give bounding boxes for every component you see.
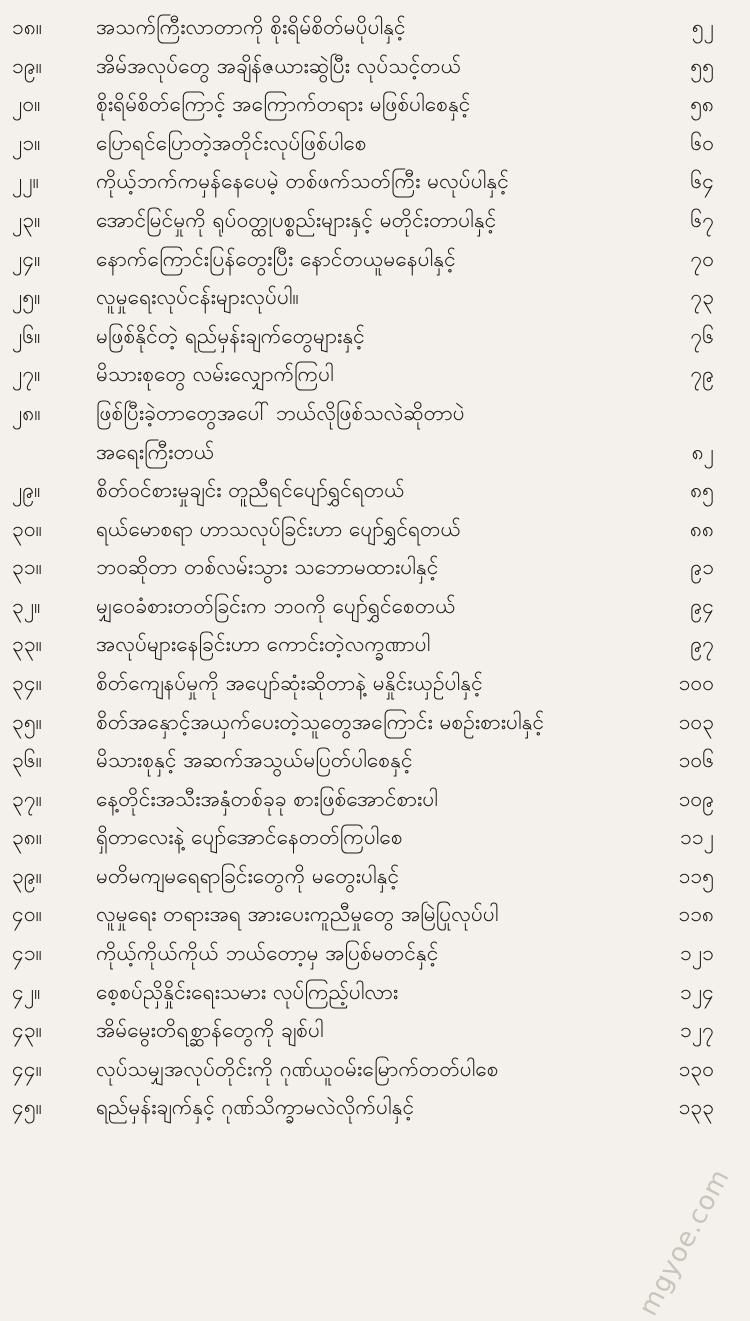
chapter-title-line: အောင်မြင်မှုကို ရုပ်ဝတ္ထုပစ္စည်းများနှင့် မတိုင်းတာပါနှင့် xyxy=(96,207,497,232)
chapter-title xyxy=(96,895,636,934)
toc-entry xyxy=(0,510,736,549)
toc-entry xyxy=(0,317,736,356)
toc-entry xyxy=(0,934,736,973)
chapter-title xyxy=(96,587,636,626)
chapter-title xyxy=(96,973,636,1012)
chapter-number: ၂၀။ xyxy=(12,92,41,117)
chapter-title xyxy=(96,47,636,86)
toc-entry xyxy=(0,394,736,471)
page-number: ၁၀၉ xyxy=(678,786,714,811)
toc-entry xyxy=(0,1088,736,1127)
page-number: ၁၀၀ xyxy=(678,670,714,695)
page-number: ၈၂ xyxy=(691,439,714,464)
chapter-title xyxy=(96,934,636,973)
toc-entry xyxy=(0,8,736,47)
toc-entry xyxy=(0,741,736,780)
page-number: ၇၃ xyxy=(690,285,714,310)
chapter-title xyxy=(96,85,636,124)
chapter-number: ၄၄။ xyxy=(12,1056,42,1081)
toc-entry xyxy=(0,1011,736,1050)
toc-entry xyxy=(0,85,736,124)
toc-entry xyxy=(0,703,736,742)
chapter-title xyxy=(96,124,636,163)
toc-entry xyxy=(0,471,736,510)
chapter-title xyxy=(96,741,636,780)
toc-entry xyxy=(0,895,736,934)
page-number: ၁၁၅ xyxy=(678,863,714,888)
chapter-title-line: လူမှုရေး တရားအရ အားပေးကူညီမှုတွေ အမြဲပြုလုပ်ပါ xyxy=(96,902,499,927)
page-number: ၉၇ xyxy=(690,632,714,657)
chapter-number: ၂၈။ xyxy=(12,400,41,425)
chapter-number: ၄၃။ xyxy=(12,1018,42,1043)
chapter-title xyxy=(96,857,636,896)
chapter-title xyxy=(96,1050,636,1089)
toc-entry xyxy=(0,47,736,86)
chapter-title-line: ရည်မှန်းချက်နှင့် ဂုဏ်သိက္ခာမလဲလိုက်ပါနှင့် xyxy=(96,1095,415,1120)
chapter-number: ၂၉။ xyxy=(12,477,41,502)
page-number: ၁၁၂ xyxy=(680,825,714,850)
chapter-number: ၃၁။ xyxy=(12,555,42,580)
chapter-number: ၁၉။ xyxy=(12,53,42,78)
chapter-number: ၃၀။ xyxy=(12,516,42,541)
chapter-title-line: စိတ်ကျေနပ်မှုကို အပျော်ဆုံးဆိုတာနဲ့ မနှိုင်းယှဉ်ပါနှင့် xyxy=(96,670,483,695)
chapter-title xyxy=(96,1011,636,1050)
toc-entry xyxy=(0,664,736,703)
page-number: ၉၄ xyxy=(690,593,714,618)
chapter-title-line: ကိုယ့်ဘက်ကမှန်နေပေမဲ့ တစ်ဖက်သတ်ကြီး မလုပ်ပါနှင့် xyxy=(96,169,509,194)
page-number: ၁၀၆ xyxy=(678,748,714,773)
chapter-number: ၃၅။ xyxy=(12,709,42,734)
watermark: mgyoe.com xyxy=(633,1163,736,1321)
chapter-title-line: အရေးကြီးတယ် xyxy=(96,439,215,464)
chapter-title xyxy=(96,8,636,47)
chapter-number: ၃၉။ xyxy=(12,863,42,888)
page-number: ၈၅ xyxy=(690,477,714,502)
page-number: ၅၈ xyxy=(690,92,714,117)
chapter-title-line: မျှဝေခံစားတတ်ခြင်းက ဘဝကို ပျော်ရွှင်စေတယ် xyxy=(96,593,456,618)
chapter-title-line: မတိမကျမရေရာခြင်းတွေကို မတွေးပါနှင့် xyxy=(96,863,400,888)
chapter-title xyxy=(96,818,636,857)
chapter-title xyxy=(96,240,636,279)
toc-entry xyxy=(0,548,736,587)
chapter-title-line: စေ့စပ်ညှိနှိုင်းရေးသမား လုပ်ကြည့်ပါလား xyxy=(96,979,399,1004)
chapter-number: ၃၇။ xyxy=(12,786,42,811)
chapter-title-line: စိတ်ဝင်စားမှုချင်း တူညီရင်ပျော်ရွှင်ရတယ် xyxy=(96,477,405,502)
chapter-title-line: အသက်ကြီးလာတာကို စိုးရိမ်စိတ်မပိုပါနှင့် xyxy=(96,15,406,39)
chapter-title xyxy=(96,1088,636,1127)
page-number: ၁၃၃ xyxy=(678,1095,714,1120)
chapter-number: ၄၂။ xyxy=(12,979,41,1004)
chapter-title xyxy=(96,317,636,356)
chapter-number: ၃၈။ xyxy=(12,825,43,850)
toc-entry xyxy=(0,625,736,664)
toc-entry xyxy=(0,818,736,857)
page-number: ၅၂ xyxy=(691,15,714,39)
chapter-title xyxy=(96,394,636,471)
chapter-number: ၂၅။ xyxy=(12,285,41,310)
chapter-title-line: လုပ်သမျှအလုပ်တိုင်းကို ဂုဏ်ယူဝမ်းမြောက်တတ်ပါစေ xyxy=(96,1056,499,1081)
page-number: ၉၁ xyxy=(690,555,714,580)
toc-entry xyxy=(0,240,736,279)
toc-entry xyxy=(0,162,736,201)
toc-entry xyxy=(0,124,736,163)
page-number: ၇၀ xyxy=(690,246,714,271)
toc-entry xyxy=(0,1050,736,1089)
page-number: ၁၂၇ xyxy=(680,1018,714,1043)
page-number: ၁၁၈ xyxy=(678,902,714,927)
chapter-number: ၃၃။ xyxy=(12,632,42,657)
page-number: ၁၂၁ xyxy=(680,941,714,966)
chapter-title xyxy=(96,664,636,703)
chapter-title-line: ရှိတာလေးနဲ့ ပျော်အောင်နေတတ်ကြပါစေ xyxy=(96,825,403,850)
chapter-title-line: စိတ်အနှောင့်အယှက်ပေးတဲ့သူတွေအကြောင်း မစဉ်းစားပါနှင့် xyxy=(96,709,545,734)
chapter-number: ၂၇။ xyxy=(12,362,41,387)
chapter-title-line: ပြောရင်ပြောတဲ့အတိုင်းလုပ်ဖြစ်ပါစေ xyxy=(96,130,367,155)
chapter-title xyxy=(96,780,636,819)
page-number: ၇၉ xyxy=(690,362,714,387)
chapter-number: ၃၂။ xyxy=(12,593,41,618)
chapter-title-line: မိသားစုနှင့် အဆက်အသွယ်မပြတ်ပါစေနှင့် xyxy=(96,748,413,773)
chapter-number: ၄၅။ xyxy=(12,1095,42,1120)
chapter-title-line: နောက်ကြောင်းပြန်တွေးပြီး နောင်တယူမနေပါနှင့် xyxy=(96,246,456,271)
chapter-number: ၂၁။ xyxy=(12,130,41,155)
toc-entry xyxy=(0,278,736,317)
chapter-title-line: အလုပ်များနေခြင်းဟာ ကောင်းတဲ့လက္ခဏာပါ xyxy=(96,632,431,657)
toc-entry xyxy=(0,587,736,626)
chapter-title-line: ရယ်မောစရာ ဟာသလုပ်ခြင်းဟာ ပျော်ရွှင်ရတယ် xyxy=(96,516,461,541)
toc-entry xyxy=(0,857,736,896)
page-number: ၆၀ xyxy=(690,130,714,155)
chapter-number: ၃၄။ xyxy=(12,670,42,695)
chapter-number: ၃၆။ xyxy=(12,748,42,773)
chapter-title-line: ကိုယ့်ကိုယ်ကိုယ် ဘယ်တော့မှ အပြစ်မတင်နှင့် xyxy=(96,941,439,966)
chapter-number: ၂၄။ xyxy=(12,246,41,271)
chapter-title xyxy=(96,510,636,549)
toc-entry xyxy=(0,973,736,1012)
chapter-title xyxy=(96,355,636,394)
chapter-number: ၂၃။ xyxy=(12,207,41,232)
chapter-title-line: ဘဝဆိုတာ တစ်လမ်းသွား သဘောမထားပါနှင့် xyxy=(96,555,439,580)
chapter-number: ၂၆။ xyxy=(12,323,41,348)
toc-list xyxy=(0,8,736,1127)
page-number: ၆၇ xyxy=(690,207,714,232)
chapter-title-line: အိမ်မွေးတိရစ္ဆာန်တွေကို ချစ်ပါ xyxy=(96,1018,324,1043)
chapter-number: ၄၁။ xyxy=(12,941,42,966)
chapter-title-line: လူမှုရေးလုပ်ငန်းများလုပ်ပါ။ xyxy=(96,285,299,310)
chapter-number: ၂၂။ xyxy=(12,169,39,194)
page-number: ၁၂၄ xyxy=(680,979,714,1004)
chapter-title xyxy=(96,162,636,201)
chapter-number: ၄၀။ xyxy=(12,902,42,927)
toc-entry xyxy=(0,780,736,819)
chapter-title xyxy=(96,471,636,510)
chapter-title-line: မဖြစ်နိုင်တဲ့ ရည်မှန်းချက်တွေများနှင့် xyxy=(96,323,365,348)
chapter-number: ၁၈။ xyxy=(12,15,43,39)
chapter-title xyxy=(96,278,636,317)
chapter-title-line: စိုးရိမ်စိတ်ကြောင့် အကြောက်တရား မဖြစ်ပါစေနှင့် xyxy=(96,92,471,117)
chapter-title-line: မိသားစုတွေ လမ်းလျှောက်ကြပါ xyxy=(96,362,334,387)
chapter-title-line: နေ့တိုင်းအသီးအနှံတစ်ခုခု စားဖြစ်အောင်စားပါ xyxy=(96,786,438,811)
page-number: ၅၅ xyxy=(690,53,714,78)
chapter-title xyxy=(96,201,636,240)
page-number: ၆၄ xyxy=(690,169,714,194)
toc-entry xyxy=(0,355,736,394)
page-number: ၁၃၀ xyxy=(678,1056,714,1081)
chapter-title xyxy=(96,548,636,587)
toc-entry xyxy=(0,201,736,240)
chapter-title xyxy=(96,703,636,742)
page-number: ၇၆ xyxy=(690,323,714,348)
chapter-title-line: ဖြစ်ပြီးခဲ့တာတွေအပေါ် ဘယ်လိုဖြစ်သလဲဆိုတာပဲ xyxy=(96,400,465,425)
chapter-title xyxy=(96,625,636,664)
page-number: ၁၀၃ xyxy=(678,709,714,734)
page-number: ၈၈ xyxy=(690,516,714,541)
chapter-title-line: အိမ်အလုပ်တွေ အချိန်ဇယားဆွဲပြီး လုပ်သင့်တယ် xyxy=(96,53,462,78)
